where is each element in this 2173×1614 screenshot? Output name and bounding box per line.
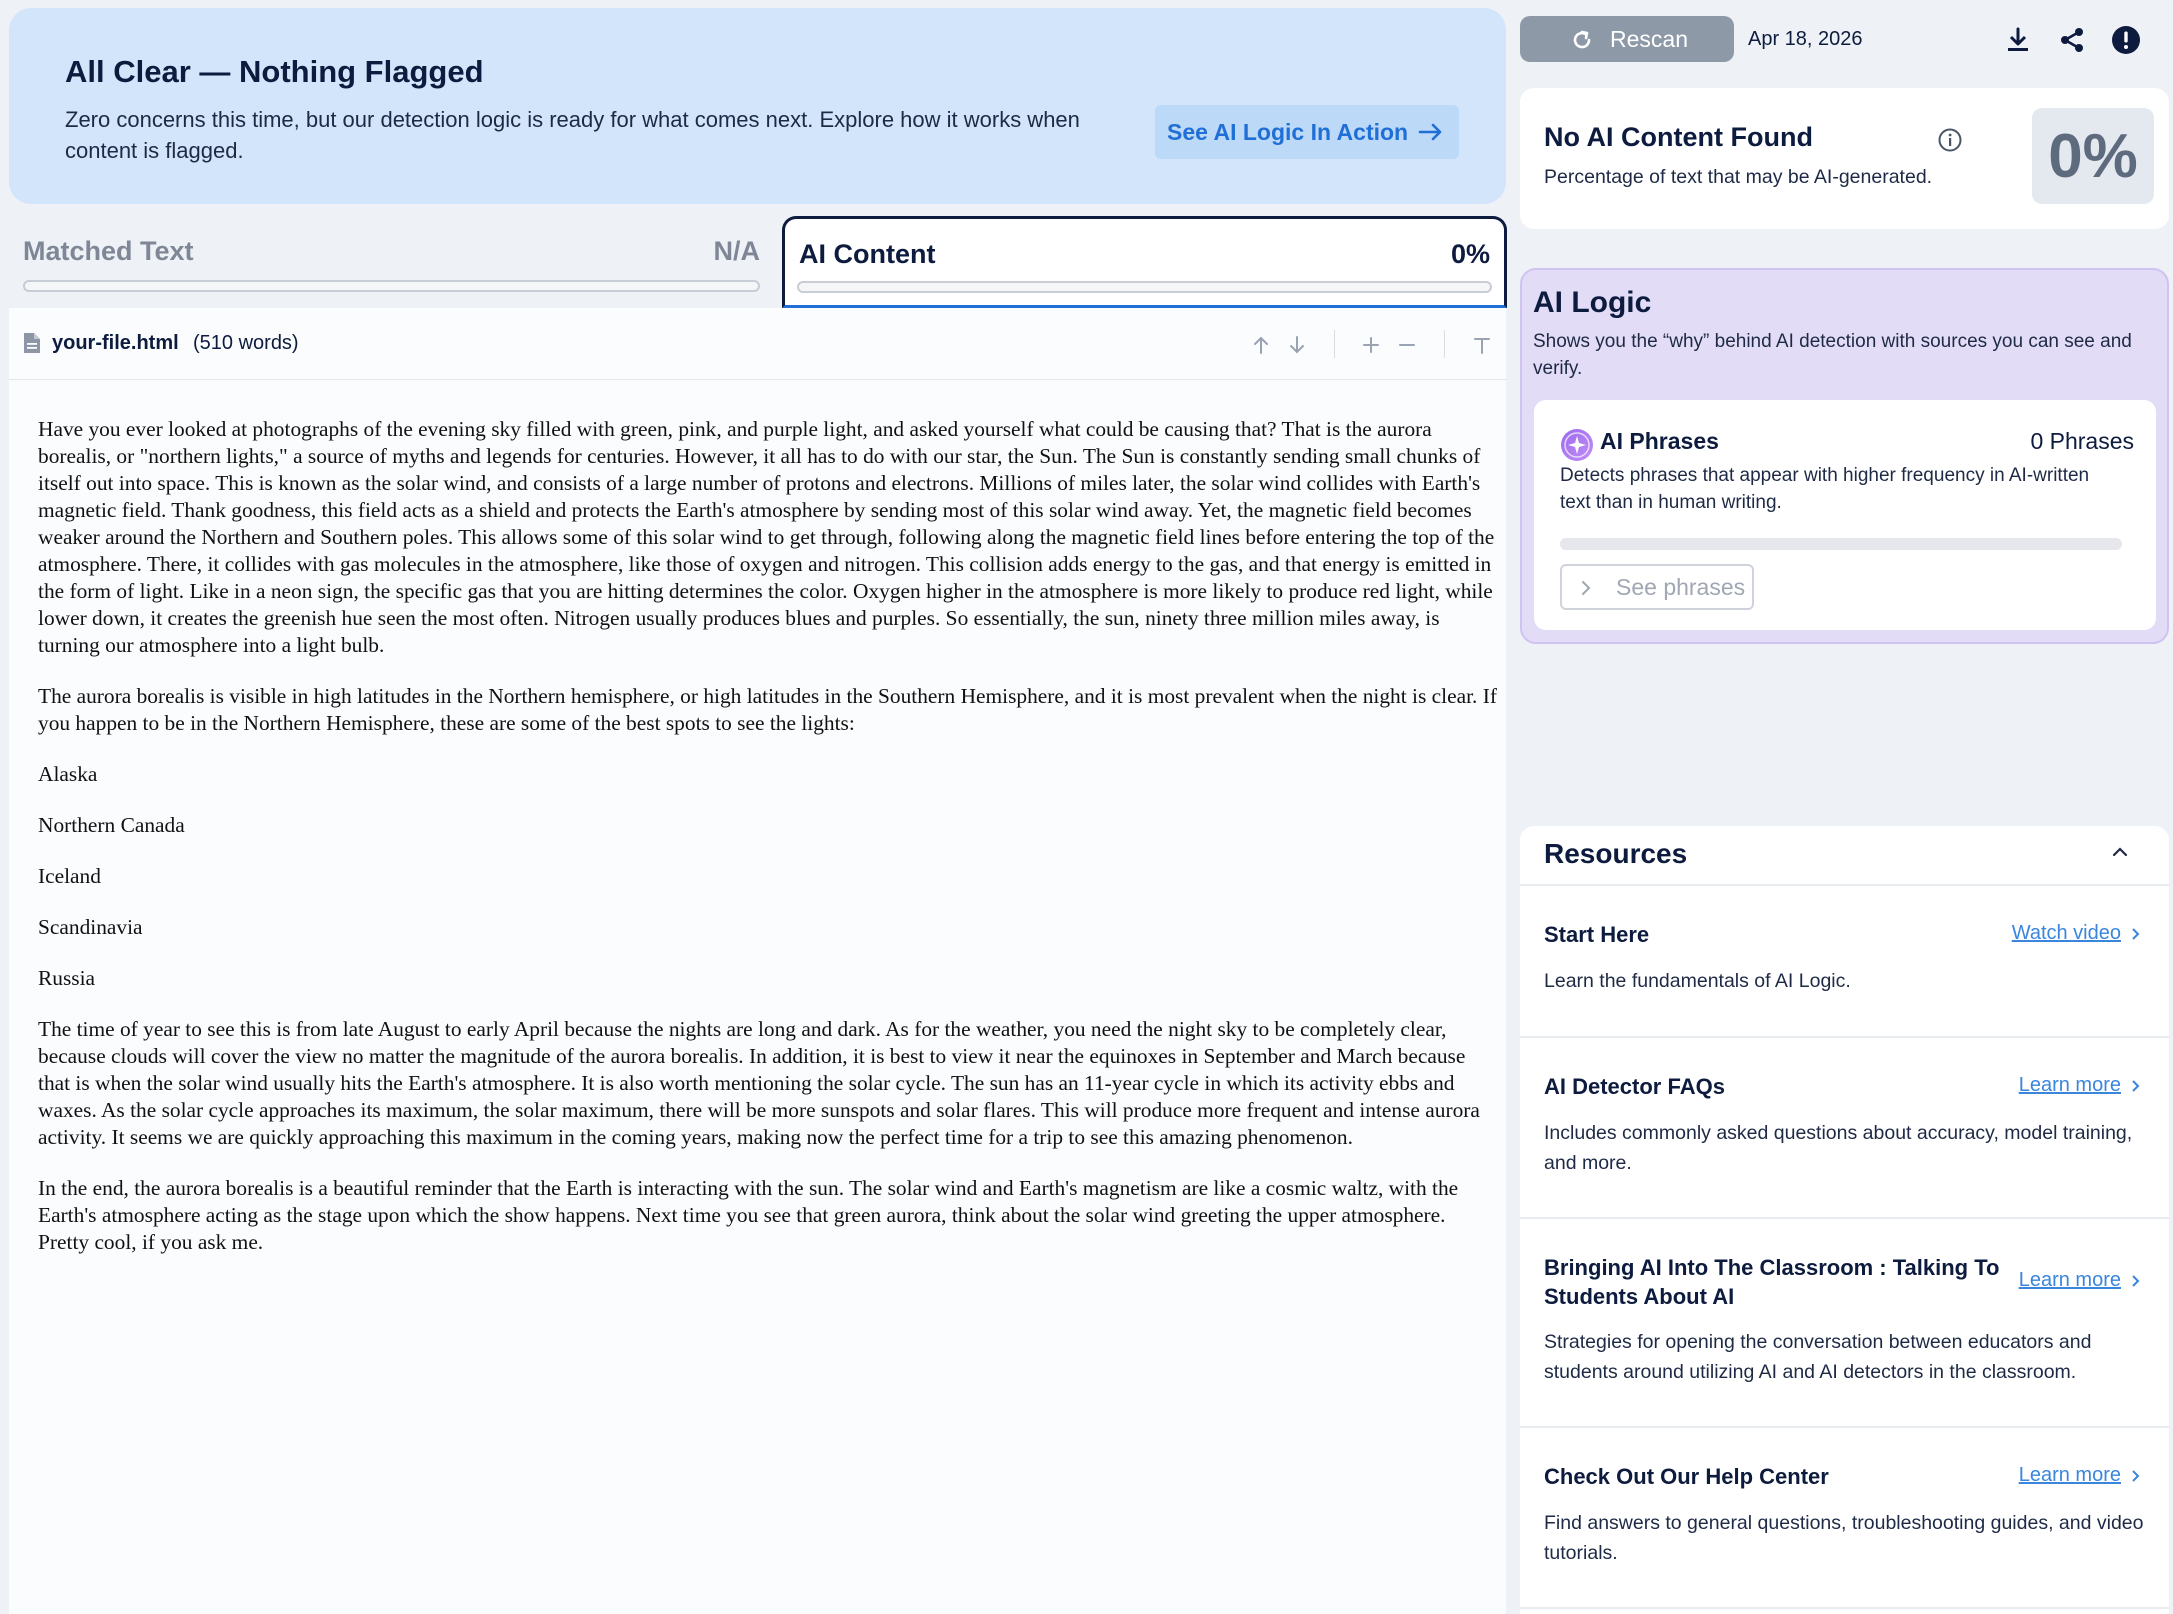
doc-paragraph: In the end, the aurora borealis is a beautiful reminder that the Earth is interacting with the sun. The solar wind and Earth's magnetism are like a cosmic waltz, with the Earth's atmosphere acting as the stage upon which the show happens. Next time you see that green aurora, think about the solar wind greeting the upper atmosphere. Pretty cool, if you ask me. [38, 1176, 1459, 1254]
resource-link[interactable]: Learn more [2018, 1074, 2121, 1096]
zoom-in-icon[interactable] [1358, 332, 1384, 358]
info-icon[interactable] [1938, 128, 1962, 152]
tab-value: 0% [1450, 239, 1490, 269]
resource-item [1520, 1038, 2169, 1219]
resource-link[interactable]: Learn more [2018, 1269, 2121, 1291]
see-ai-logic-button[interactable] [1155, 105, 1459, 159]
doc-paragraph: Russia [38, 966, 96, 990]
doc-paragraph: Have you ever looked at photographs of the evening sky filled with green, pink, and purple light, and asked yourself what could be causing that? That is the aurora borealis, or "northern lights," a source of myths and legends for centuries. However, it all has to do with our star, the Sun. The Sun is constantly sending small chunks of itself out into space. This is known as the solar wind, and consists of a large number of protons and electrons. Millions of miles later, the solar wind collides with Earth's magnetic field. Thank goodness, this field acts as a shield and protects the Earth's atmosphere by sending most of this solar wind away. Yet, the magnetic field becomes weaker around the Northern and Southern poles. This allows some of this solar wind to get through, following along the magnetic field lines before entering the top of the atmosphere. There, it collides with gas molecules in the atmosphere, like those of oxygen and nitrogen. This collision adds energy to the gas, and that energy is emitted in the form of light. Like in a neon sign, the specific gas that you are hitting determines the color. Oxygen higher in the atmosphere is more likely to produce red light, while lower down, it creates the greenish hue seen the most often. Nitrogen usually produces blues and purples. So essentially, the sun, ninety three million miles away, is turning our atmosphere into a light bulb. [38, 417, 1495, 657]
resource-title: AI Detector FAQs [1544, 1074, 1725, 1099]
ai-phrases-count: 0 Phrases [2030, 428, 2134, 454]
resources-header[interactable] [1520, 826, 2169, 886]
resources-panel [1520, 826, 2169, 1614]
document-text [38, 416, 1498, 1280]
doc-paragraph: The aurora borealis is visible in high latitudes in the Northern hemisphere, or high latitudes in the Southern Hemisphere, and it is most prevalent when the night is clear. If you happen to be in the Northern Hemisphere, these are some of the best spots to see the lights: [38, 684, 1497, 735]
download-icon[interactable] [2002, 24, 2034, 56]
alert-icon[interactable] [2110, 24, 2142, 56]
refresh-icon [1570, 28, 1594, 52]
tab-matched-text[interactable] [9, 216, 774, 308]
sparkle-icon [1560, 428, 1594, 462]
resource-description: Find answers to general questions, troubleshooting guides, and video tutorials. [1544, 1512, 2144, 1564]
ai-summary-card [1520, 88, 2169, 229]
resource-link[interactable]: Watch video [2011, 922, 2121, 944]
doc-paragraph: Northern Canada [38, 813, 185, 837]
doc-paragraph: The time of year to see this is from late August to early April because the nights are long and dark. As for the weather, you need the night sky to be completely clear, because clouds will cover the view no matter the magnitude of the aurora borealis. In addition, it is best to view it near the equinoxes in September and March because that is when the solar wind usually hits the Earth's atmosphere. It is also worth mentioning the solar cycle. The sun has an 11-year cycle in which its activity ebbs and waxes. As the solar cycle approaches its maximum, the solar maximum, there will be more sunspots and solar flares. This will produce more frequent and intense aurora activity. It seems we are quickly approaching this maximum in the coming years, making now the perfect time for a trip to see this amazing phenomenon. [38, 1017, 1480, 1149]
see-phrases-button[interactable] [1560, 564, 1754, 610]
scan-date: Apr 18, 2026 [1748, 28, 1863, 50]
tab-ai-content[interactable] [782, 216, 1507, 308]
rescan-button[interactable] [1520, 16, 1734, 62]
chevron-right-icon [2131, 927, 2141, 941]
summary-title: No AI Content Found [1544, 122, 1813, 152]
chevron-right-icon [2131, 1079, 2141, 1093]
resource-title: Bringing AI Into The Classroom : Talking To Students About AI [1544, 1255, 2000, 1309]
resource-item [1520, 1219, 2169, 1428]
banner-title: All Clear — Nothing Flagged [65, 54, 484, 89]
see-phrases-label: See phrases [1616, 573, 1746, 600]
ai-logic-panel [1520, 268, 2169, 644]
resources-title: Resources [1544, 838, 1688, 869]
tab-progress-bar [797, 281, 1492, 293]
tab-progress-bar [23, 280, 760, 292]
ai-phrases-bar [1560, 538, 2122, 550]
arrow-up-icon[interactable] [1248, 332, 1274, 358]
resource-item [1520, 1428, 2169, 1609]
document-toolbar [9, 308, 1506, 380]
report-sidebar [1510, 0, 2173, 1614]
ai-percentage: 0% [2032, 108, 2154, 204]
chevron-right-icon [2131, 1469, 2141, 1483]
resource-description: Learn the fundamentals of AI Logic. [1544, 970, 1851, 992]
ai-logic-title: AI Logic [1533, 286, 1652, 319]
resource-title: Check Out Our Help Center [1544, 1464, 1829, 1489]
file-icon [23, 332, 41, 354]
text-format-icon[interactable] [1469, 332, 1495, 358]
banner-text: Zero concerns this time, but our detection logic is ready for what comes next. Explore how it works when content is flagged. [65, 107, 1080, 163]
summary-subtitle: Percentage of text that may be AI-generated. [1544, 166, 1933, 188]
tab-label: Matched Text [23, 236, 194, 266]
file-name: your-file.html [52, 332, 179, 354]
ai-phrases-card [1534, 400, 2156, 630]
arrow-down-icon[interactable] [1284, 332, 1310, 358]
arrow-right-icon [1418, 122, 1444, 142]
doc-paragraph: Iceland [38, 864, 101, 888]
ai-phrases-description: Detects phrases that appear with higher frequency in AI-written text than in human writing. [1560, 465, 2090, 513]
document-panel [9, 308, 1506, 1614]
all-clear-banner [9, 8, 1506, 204]
toolbar-divider [1444, 330, 1445, 358]
chevron-right-icon [2131, 1274, 2141, 1288]
chevron-right-icon [1580, 580, 1592, 596]
share-icon[interactable] [2056, 24, 2088, 56]
tab-label: AI Content [799, 239, 936, 269]
doc-paragraph: Alaska [38, 762, 98, 786]
resource-item [1520, 886, 2169, 1038]
tab-value: N/A [713, 236, 760, 266]
resource-link[interactable]: Learn more [2018, 1464, 2121, 1486]
toolbar-divider [1334, 330, 1335, 358]
cta-label: See AI Logic In Action [1167, 118, 1409, 145]
resource-description: Strategies for opening the conversation between educators and students around utilizing AI and AI detectors in the classroom. [1544, 1331, 2092, 1383]
word-count: (510 words) [193, 332, 299, 354]
chevron-up-icon[interactable] [2111, 846, 2129, 858]
ai-phrases-title: AI Phrases [1600, 428, 1719, 454]
zoom-out-icon[interactable] [1394, 332, 1420, 358]
resource-description: Includes commonly asked questions about accuracy, model training, and more. [1544, 1122, 2133, 1174]
doc-paragraph: Scandinavia [38, 915, 143, 939]
resource-title: Start Here [1544, 922, 1650, 947]
rescan-label: Rescan [1610, 25, 1688, 52]
ai-logic-description: Shows you the “why” behind AI detection with sources you can see and verify. [1533, 331, 2132, 379]
